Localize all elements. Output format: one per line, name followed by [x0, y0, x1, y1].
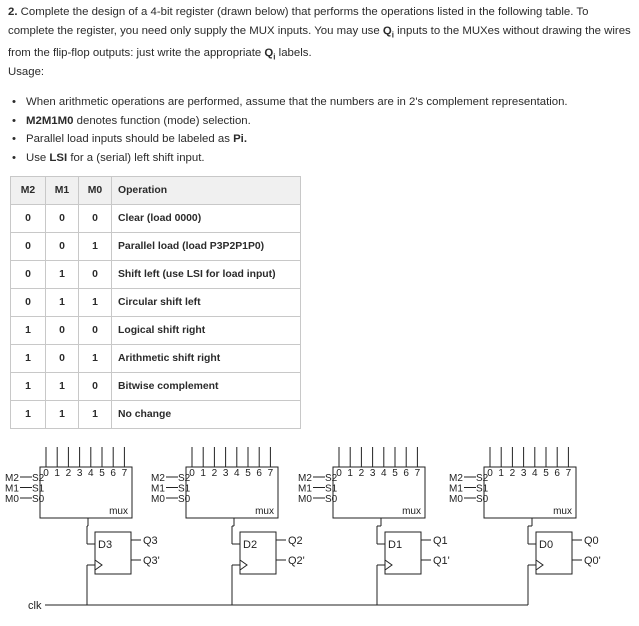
mode-bit-cell: 0	[79, 261, 112, 289]
operation-cell: Parallel load (load P3P2P1P0)	[112, 233, 301, 261]
table-row	[11, 317, 301, 345]
mux-input-label: 4	[532, 468, 538, 479]
header-m1: M1	[46, 177, 79, 205]
select-input-label: S0	[32, 494, 45, 505]
operation-cell: Clear (load 0000)	[112, 205, 301, 233]
bullet-2: • M2M1M0 denotes function (mode) selection.	[8, 112, 628, 131]
mode-bit-cell: 1	[46, 373, 79, 401]
mux-input-label: 4	[381, 468, 387, 479]
table-header-row	[11, 177, 301, 205]
mux-input-label: 2	[358, 468, 365, 479]
mux-input-label: 0	[487, 468, 493, 479]
mode-select-label: M2	[151, 473, 165, 484]
flip-flop-d-label: D1	[388, 539, 403, 551]
mux-input-label: 1	[200, 468, 206, 479]
mux-input-label: 7	[414, 468, 421, 479]
question-text-part3: labels.	[275, 47, 312, 60]
mode-bit-cell: 0	[11, 261, 46, 289]
mode-bit-cell: 1	[79, 345, 112, 373]
question-text-part2: inputs to the MUXes without drawing the wires from the flip-flop outputs: just write the appropriate	[8, 24, 631, 60]
mux-input-label: 2	[509, 468, 516, 479]
bullet-4: • Use LSI for a (serial) left shift input.	[8, 149, 628, 168]
mux-label: mux	[109, 506, 128, 517]
select-input-label: S1	[178, 483, 191, 495]
operation-cell: Bitwise complement	[112, 373, 301, 401]
table-row	[11, 345, 301, 373]
mode-bit-cell: 1	[46, 261, 79, 289]
table-row	[11, 289, 301, 317]
flip-flop-q-label: Q2	[288, 535, 303, 547]
mux-input-label: 6	[403, 468, 409, 479]
mux-input-label: 6	[256, 468, 262, 479]
mode-select-label: M1	[5, 483, 19, 495]
mode-bit-cell: 0	[79, 373, 112, 401]
clock-input-triangle	[95, 560, 102, 570]
mode-bit-cell: 0	[46, 345, 79, 373]
mode-bit-cell: 0	[11, 233, 46, 261]
mode-bit-cell: 0	[11, 205, 46, 233]
mode-bit-cell: 0	[46, 317, 79, 345]
clock-label: clk	[28, 600, 42, 612]
select-input-label: S2	[325, 473, 338, 484]
mux-input-label: 0	[336, 468, 342, 479]
mux-input-label: 7	[565, 468, 572, 479]
mux-label: mux	[553, 506, 572, 517]
mux-input-label: 3	[222, 468, 229, 479]
select-input-label: S2	[476, 473, 489, 484]
mux-input-label: 7	[267, 468, 274, 479]
operation-cell: Circular shift left	[112, 289, 301, 317]
mode-select-label: M1	[449, 483, 463, 495]
flip-flop-q-label: Q0	[584, 535, 599, 547]
select-input-label: S0	[178, 494, 191, 505]
select-input-label: S0	[476, 494, 489, 505]
bullet-3: • Parallel load inputs should be labeled as Pi.	[8, 130, 628, 149]
usage-list	[8, 93, 628, 167]
mux-input-label: 4	[88, 468, 94, 479]
clock-input-triangle	[536, 560, 543, 570]
mode-select-label: M0	[298, 494, 312, 505]
flip-flop-d-label: D2	[243, 539, 258, 551]
header-operation: Operation	[112, 177, 301, 205]
select-input-label: S1	[32, 483, 45, 495]
flip-flop-qn-label: Q1'	[433, 555, 450, 567]
question-text: 2. Complete the design of a 4-bit register (drawn below) that performs the operations listed in the following table. To complete the register, you need only supply the MUX inputs. You may use $Q_i$ inputs to the MUXes without drawing the wires from the flip-flop outputs: just write the appropriate $Q_i$ labels.	[8, 6, 631, 62]
usage-label: Usage:	[8, 66, 45, 78]
register-circuit-diagram	[0, 432, 639, 626]
header-m0: M0	[79, 177, 112, 205]
mode-select-label: M0	[151, 494, 165, 505]
table-row	[11, 205, 301, 233]
mode-bit-cell: 1	[46, 289, 79, 317]
select-input-label: S2	[178, 473, 191, 484]
mode-bit-cell: 0	[46, 233, 79, 261]
mux-input-label: 1	[347, 468, 353, 479]
flip-flop-qn-label: Q2'	[288, 555, 305, 567]
mux-input-label: 3	[369, 468, 376, 479]
flip-flop-d-label: D0	[539, 539, 554, 551]
mux-input-label: 5	[99, 468, 105, 479]
mux-input-label: 0	[189, 468, 195, 479]
mode-bit-cell: 1	[46, 401, 79, 429]
clock-input-triangle	[385, 560, 392, 570]
mux-input-label: 0	[43, 468, 49, 479]
mode-bit-cell: 1	[79, 233, 112, 261]
mode-bit-cell: 0	[79, 317, 112, 345]
flip-flop-d-label: D3	[98, 539, 113, 551]
question-text-part1: Complete the design of a 4-bit register (drawn below) that performs the operations listed in the following table. To complete the register, you need only supply the MUX inputs. You may use	[8, 6, 589, 37]
mode-bit-cell: 0	[11, 289, 46, 317]
mode-bit-cell: 1	[79, 289, 112, 317]
mode-bit-cell: 0	[79, 205, 112, 233]
bullet-1: • When arithmetic operations are performed, assume that the numbers are in 2's complement representation.	[8, 93, 628, 112]
operation-cell: Logical shift right	[112, 317, 301, 345]
mux-input-label: 5	[543, 468, 549, 479]
table-row	[11, 401, 301, 429]
operation-cell: No change	[112, 401, 301, 429]
mode-bit-cell: 1	[11, 373, 46, 401]
table-row	[11, 233, 301, 261]
table-row	[11, 373, 301, 401]
flip-flop-qn-label: Q3'	[143, 555, 160, 567]
flip-flop-q-label: Q1	[433, 535, 448, 547]
mode-select-label: M0	[5, 494, 19, 505]
mux-input-label: 4	[234, 468, 240, 479]
mux-input-label: 7	[121, 468, 128, 479]
select-input-label: S0	[325, 494, 338, 505]
mux-input-label: 1	[54, 468, 60, 479]
operation-table	[10, 176, 301, 429]
operation-cell: Arithmetic shift right	[112, 345, 301, 373]
mux-input-label: 3	[520, 468, 527, 479]
mode-select-label: M2	[298, 473, 312, 484]
mode-bit-cell: 1	[11, 401, 46, 429]
mux-input-label: 5	[245, 468, 251, 479]
mux-input-label: 5	[392, 468, 398, 479]
mux-input-label: 2	[211, 468, 218, 479]
flip-flop-qn-label: Q0'	[584, 555, 601, 567]
select-input-label: S1	[476, 483, 489, 495]
mux-input-label: 2	[65, 468, 72, 479]
mux-input-label: 1	[498, 468, 504, 479]
mode-bit-cell: 0	[46, 205, 79, 233]
mode-select-label: M2	[449, 473, 463, 484]
table-row	[11, 261, 301, 289]
mux-input-label: 3	[76, 468, 83, 479]
mux-input-label: 6	[554, 468, 560, 479]
operation-cell: Shift left (use LSI for load input)	[112, 261, 301, 289]
header-m2: M2	[11, 177, 46, 205]
mode-select-label: M0	[449, 494, 463, 505]
mode-bit-cell: 1	[11, 317, 46, 345]
mux-input-label: 6	[110, 468, 116, 479]
clock-input-triangle	[240, 560, 247, 570]
mode-select-label: M2	[5, 473, 19, 484]
mux-label: mux	[255, 506, 274, 517]
select-input-label: S2	[32, 473, 45, 484]
flip-flop-q-label: Q3	[143, 535, 158, 547]
mode-bit-cell: 1	[11, 345, 46, 373]
mode-select-label: M1	[298, 483, 312, 495]
select-input-label: S1	[325, 483, 338, 495]
mux-label: mux	[402, 506, 421, 517]
question-number: 2.	[8, 6, 18, 18]
mode-bit-cell: 1	[79, 401, 112, 429]
mode-select-label: M1	[151, 483, 165, 495]
